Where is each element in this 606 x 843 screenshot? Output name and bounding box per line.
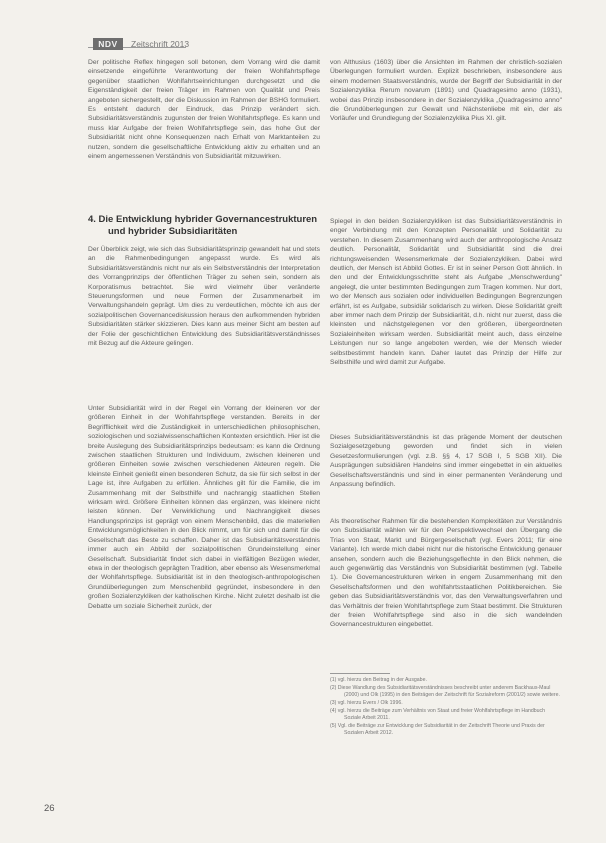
paragraph-governance: Als theoretischer Rahmen für die bestehenden Komplexitäten zur Verständnis von Subsidiarität wählen wir für den Perspektivwechsel den Übergang die Trias von Staat, Markt und Bürgergesellschaft (vgl. Evers 2011; für eine Variante). Ich werde mich dabei nicht nur die historische Entwicklung genauer ansehen, sondern auch die Beziehungsgeflechte in den Blick nehmen, die auch gegenwärtig das Verständnis von Subsidiarität bestimmen (vgl. Tabelle 1). Die Governancestrukturen wirken in engem Zusammenhang mit den Gesellschaftsformen und den wohlfahrtsstaatlichen Politikbereichen. Sie geben das Subsidiaritätsverständnis vor, das den Verwaltungsverfahren und das Verhältnis der freien Wohlfahrtspflege zum Staat bestimmt. Die Strukturen der freien Wohlfahrtspflege sind also in die sich wandelnden Governancestrukturen eingebettet. bbox=[330, 518, 562, 629]
page-number: 26 bbox=[44, 803, 55, 814]
footnote: (2) Diese Wandlung des Subsidiaritätsverständnisses beschreibt unter anderem Backhaus-Maul (2000) und Olk (1995) in den Beiträgen der Zeitschrift für Sozialreform (2001/2) sowie weitere. bbox=[330, 685, 560, 698]
footnote: (3) vgl. hierzu Evers / Olk 1996. bbox=[330, 700, 403, 706]
paragraph-history: von Althusius (1603) über die Ansichten im Rahmen der christlich-sozialen Überlegungen formuliert wurden. Explizit beschrieben, insbesondere aus einem modernen Staatsverständnis, wurde der Begriff der Subsidiarität in der Sozialenzyklika Rerum novarum (1891) und Quadragesimo anno (1931), wobei das Prinzip insbesondere in der Sozialenzyklika „Quadragesimo anno" die Grundüberlegungen zur Gewalt und Nächstenliebe mit ein, der als Vorläufer und Grundlegung der Sozialenzyklika Pius XI. gilt. bbox=[330, 59, 562, 123]
footnote: (4) vgl. hierzu die Beiträge zum Verhältnis von Staat und freier Wohlfahrtspflege im Handbuch Soziale Arbeit 2011. bbox=[330, 708, 546, 721]
paragraph-legislation: Dieses Subsidiaritätsverständnis ist das prägende Moment der deutschen Sozialgesetzgebung geworden und findet sich in vielen Gesetzesformulierungen (vgl. z.B. §§ 4, 17 SGB I, 5 SGB XII). Die Ausprägungen subsidiären Handelns sind immer eingebettet in ein aktuelles Gesellschaftsverständnis und sind in einer permanenten Veränderung und Anpassung befindlich. bbox=[330, 434, 562, 489]
footnotes bbox=[330, 677, 562, 737]
issue-label: Zeitschrift 2013 bbox=[131, 39, 190, 49]
footnote-rule bbox=[330, 673, 390, 674]
paragraph-encyclicals: Spiegel in den beiden Sozialenzykliken ist das Subsidiaritätsverständnis in enger Verbindung mit den Konzepten Personalität und Solidarität zu verstehen. In diesem Zusammenhang wird auch der anthropologische Ansatz deutlich. Personalität, Solidarität und Subsidiarität sind die drei richtungsweisenden Wesensmerkmale der Sozialenzykliken. Dabei wird deutlich, der Mensch ist Abbild Gottes. Er ist in seiner Person Gott ähnlich. In den und der Entwicklungsschritte steht als Aufgabe „Menschwerdung" angelegt, die unter bestimmten Bedingungen zum Tragen kommen. Nur dort, wo der Mensch aus sozialen oder individuellen Bedingungen Begrenzungen erfährt, ist es Aufgabe, subsidiär solidarisch zu wirken. Diese Solidarität greift aber immer nach dem Prinzip der Subsidiarität, d.h. nicht nur zuerst, dass die kleinsten und nächstgelegenen vor den größeren, übergeordneten Sozialeinheiten wirksam werden. Subsidiarität meint auch, dass einzelne Leistungen nur so lange angeboten werden, wie der Mensch wieder selbstbestimmt handeln kann. Daher lautet das Prinzip der Hilfe zur Selbsthilfe und wird damit zur Aufgabe. bbox=[330, 218, 562, 367]
footnote: (1) vgl. hierzu den Beitrag in der Ausgabe. bbox=[330, 677, 427, 683]
paragraph-subsidiarity: Unter Subsidiarität wird in der Regel ein Vorrang der kleineren vor der größeren Einheit in der Wohlfahrtspflege verstanden. Bereits in der Begrifflichkeit wird die Zuständigkeit in unterschiedlichen philosophischen, soziologischen und sozialwissenschaftlichen Kontexten ersichtlich. Hier ist die breite Auslegung des Subsidiaritätsprinzips bedeutsam: es kann die Ordnung zwischen staatlichen Strukturen und Individuum, zwischen kleineren und größeren Einheiten sowie zwischen verschiedenen Akteuren regeln. Die kleinste Einheit genießt einen besonderen Schutz, da sie für sich selbst in der Lage ist, ihre Aufgaben zu erfüllen. Ähnliches gilt für die Familie, die im Zusammenhang mit der Selbsthilfe und nachrangig staatlichen Stellen wirksam wird. Größere Einheiten können das ergänzen, was kleinere nicht leisten können. Der Verwirklichung und Nachrangigkeit dieses Handlungsprinzips ist geprägt von einem Menschenbild, das die materiellen Entwicklungsmöglichkeiten in den Blick nimmt, um für sich und damit für die Gesellschaft das Beste zu schaffen. Daher ist das Subsidiaritätsverständnis immer auch ein Abbild der sozialpolitischen Grundeinstellung einer Gesellschaft. Subsidiarität findet sich dabei in vielfältigen Bezügen wieder, etwa in der theologisch geprägten Tradition, aber ebenso als Wesensmerkmal der Wohlfahrtspflege. Subsidiarität ist in den theologisch-anthropologischen Grundüberlegungen zum Menschenbild gegründet, insbesondere in den großen Sozialenzykliken der katholischen Kirche. Nicht zuletzt deshalb ist die Debatte um soziale Sicherheit zurück, der bbox=[88, 405, 320, 610]
section-heading: 4. Die Entwicklung hybrider Governancestrukturen und hybrider Subsidiaritäten bbox=[88, 214, 318, 237]
right-column bbox=[330, 58, 562, 738]
paragraph-intro: Der politische Reflex hingegen soll betonen, dem Vorrang wird die damit einsetzende eingeführte Verantwortung der freien Wohlfahrtspflege gegenüber staatlichen Wohlfahrtseinrichtungen durchgesetzt und die Eigenständigkeit der freien Träger im Rahmen von Qualität und Preis angeboten sichergestellt, der die Diskussion im Rahmen der BSHG formuliert. Es entsteht dadurch der Eindruck, das Prinzip verändert sich. Subsidiaritätsverständnis zugunsten der freien Wohlfahrtspflege. Es kann und muss klar Aufgabe der freien Wohlfahrtspflege sein, das hohe Gut der Subsidiarität nicht ohne Konsequenzen nach Erhalt von Marktanteilen zu nutzen, sondern die gesellschaftliche Entwicklung aktiv zu erhalten und an einem angemessenen Verständnis von Subsidiarität mitzuwirken. bbox=[88, 59, 320, 161]
footnote: (5) Vgl. die Beiträge zur Entwicklung der Subsidiarität in der Zeitschrift Theorie und Praxis der Sozialen Arbeit 2012. bbox=[330, 723, 545, 736]
journal-badge: NDV bbox=[93, 38, 123, 50]
left-column bbox=[88, 58, 320, 762]
paragraph-overview: Der Überblick zeigt, wie sich das Subsidiaritätsprinzip gewandelt hat und stets an die Rahmenbedingungen angepasst wurde. Es wird als Subsidiaritätsverständnis nicht nur als ein Selbstverständnis der Interpretation des Vorrangprinzips der öffentlichen Träger zu sehen sein, sondern als Korporatismus betrachtet. Sie wird vielmehr über veränderte Steuerungsformen und neue Formen der Zusammenarbeit im Verwaltungshandeln geprägt. Um dies zu verdeutlichen, möchte ich aus der sozialpolitischen Governancediskussion heraus den aufkommenden hybriden Subsidiaritäten stärker skizzieren. Dies kann aus meiner Sicht am besten auf der Folie der geschichtlichen Entwicklung des Subsidiaritätsverständnisses mit Bezug auf die Akteure gelingen. bbox=[88, 246, 320, 348]
